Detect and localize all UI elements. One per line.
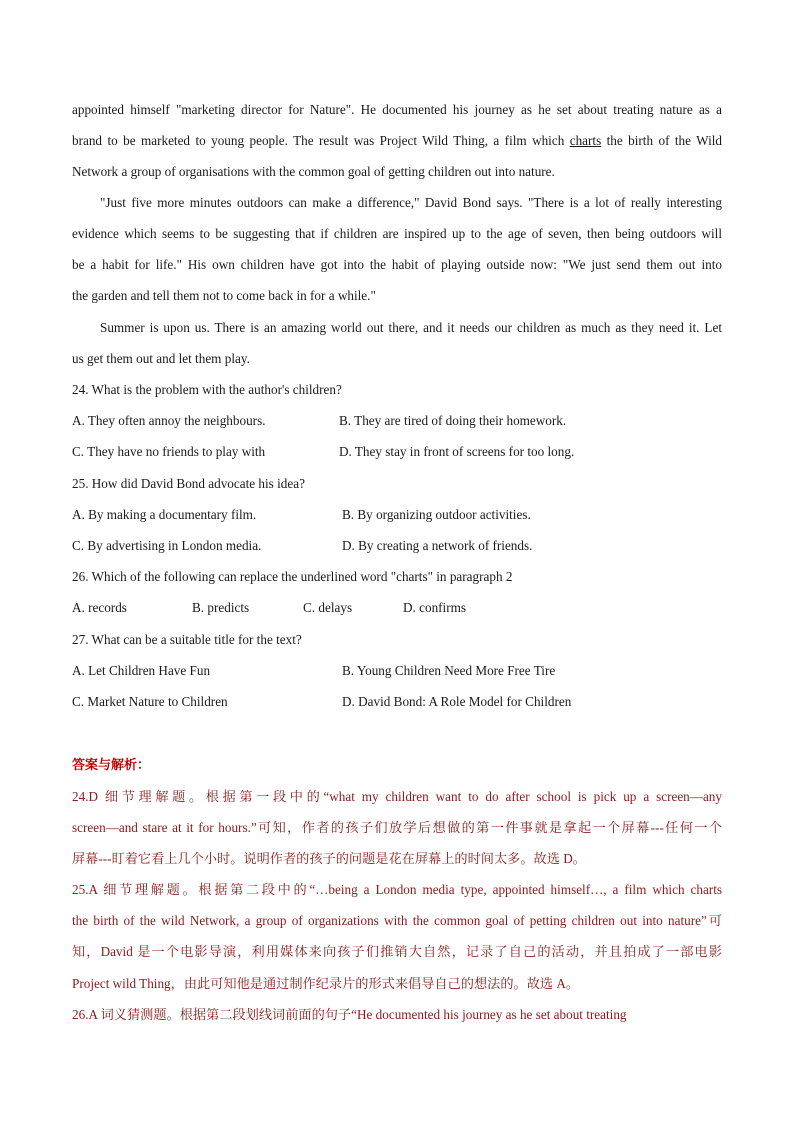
option: D. David Bond: A Role Model for Children [342,694,572,709]
answer-line: 25.A 细节理解题。根据第二段中的“…being a London media type, appointed himself…, a film which charts [72,882,722,897]
question-stem: 26. Which of the following can replace the underlined word "charts" in paragraph 2 [72,569,513,584]
question-stem: 24. What is the problem with the author's children? [72,382,342,397]
question-stem: 27. What can be a suitable title for the text? [72,632,302,647]
option: D. By creating a network of friends. [342,538,533,553]
option: C. They have no friends to play with [72,444,266,459]
option: C. delays [303,600,353,615]
option: D. They stay in front of screens for too long. [339,444,575,459]
answer-line: 知，David 是一个电影导演，利用媒体来向孩子们推销大自然，记录了自己的活动，并且拍成了一部电影 [72,944,722,959]
question-stem: 25. How did David Bond advocate his idea? [72,476,305,491]
passage-text: brand to be marketed to young people. The result was Project Wild Thing, a film which [72,133,570,148]
option: A. Let Children Have Fun [72,663,211,678]
option: B. By organizing outdoor activities. [342,507,531,522]
passage-line: be a habit for life." His own children have got into the habit of playing outside now: "We just send them out into [72,257,722,272]
passage-line [72,132,722,150]
option: A. They often annoy the neighbours. [72,413,266,428]
passage-line: us get them out and let them play. [72,351,250,366]
option: A. By making a documentary film. [72,507,257,522]
option: C. Market Nature to Children [72,694,228,709]
underlined-word-charts: charts [569,133,602,148]
passage-line: Network a group of organisations with the common goal of getting children out into nature. [72,164,555,179]
option: C. By advertising in London media. [72,538,262,553]
answer-line: Project wild Thing，由此可知他是通过制作纪录片的形式来倡导自己的想法的。故选 A。 [72,976,580,991]
answer-line: 26.A 词义猜测题。根据第二段划线词前面的句子“He documented his journey as he set about treating [72,1007,627,1022]
option: B. They are tired of doing their homework. [339,413,567,428]
answers-heading: 答案与解析： [72,758,151,773]
option: A. records [72,600,127,615]
answer-line: screen—and stare at it for hours.”可知，作者的孩子们放学后想做的第一件事就是拿起一个屏幕---任何一个 [72,820,722,835]
passage-line: evidence which seems to be suggesting that if children are inspired up to the age of seven, then being outdoors will [72,226,722,241]
answer-line: 24.D 细节理解题。根据第一段中的“what my children want to do after school is pick up a screen—any [72,789,722,804]
passage-line: the garden and tell them not to come back in for a while." [72,288,376,303]
option: D. confirms [403,600,466,615]
answer-line: 屏幕---盯着它看上几个小时。说明作者的孩子的问题是花在屏幕上的时间太多。故选 D。 [72,851,586,866]
passage-line: appointed himself "marketing director for Nature". He documented his journey as he set about treating nature as a [72,102,722,117]
passage-line: "Just five more minutes outdoors can make a difference," David Bond says. "There is a lot of really interesting [100,195,722,210]
passage-line: Summer is upon us. There is an amazing world out there, and it needs our children as much as they need it. Let [100,320,722,335]
passage-text: the birth of the Wild [601,133,722,148]
answer-line: the birth of the wild Network, a group of organizations with the common goal of petting children out into nature”可 [72,913,722,928]
option: B. predicts [192,600,250,615]
option: B. Young Children Need More Free Tire [342,663,556,678]
